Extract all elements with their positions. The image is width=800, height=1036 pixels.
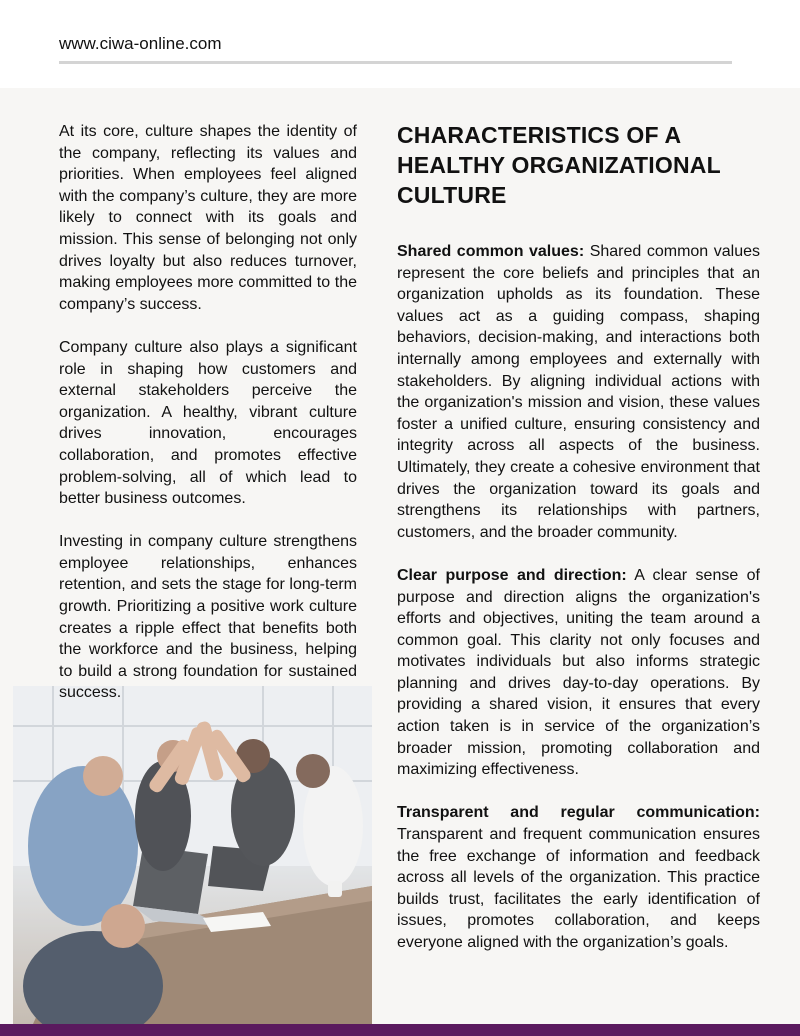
characteristic-title: Shared common values: (397, 243, 585, 260)
section-heading: CHARACTERISTICS OF A HEALTHY ORGANIZATIONAL CULTURE (397, 122, 721, 208)
characteristic-title: Transparent and regular communication: (397, 804, 760, 822)
intro-paragraph-2: Company culture also plays a significant role in shaping how customers and external stakeholders perceive the organization. A healthy, vibrant culture drives innovation, encourages collaboration, and promotes effective problem-solving, all of which lead to better business outcomes. (59, 338, 357, 508)
characteristic-title: Clear purpose and direction: (397, 566, 627, 584)
characteristic-paragraph (397, 241, 760, 543)
team-high-five-photo (13, 686, 372, 1024)
footer-accent-bar (0, 1024, 800, 1036)
characteristic-body: Transparent and frequent communication ensures the free exchange of information and feedback across all levels of the organization. This practice builds trust, facilitates the early identification of issues, promotes collaboration, and keeps everyone aligned with the organization’s goals. (397, 826, 760, 951)
left-column (59, 121, 357, 726)
characteristic-paragraph (397, 802, 760, 953)
header-divider (59, 61, 732, 64)
right-column (397, 120, 760, 975)
site-url: www.ciwa-online.com (59, 34, 222, 53)
characteristic-body: A clear sense of purpose and direction aligns the organization's efforts and objectives, uniting the team around a common goal. This clarity not only focuses and motivates individuals but also informs strategic planning and drives day-to-day operations. By providing a shared vision, it ensures that every action taken is in service of the organization’s broader mission, promoting collaboration and maximizing effectiveness. (397, 566, 760, 779)
intro-paragraph-1: At its core, culture shapes the identity of the company, reflecting its values and priorities. When employees feel aligned with the company’s culture, they are more likely to connect with its goals and mission. This sense of belonging not only drives loyalty but also reduces turnover, making employees more committed to the company’s success. (59, 123, 357, 313)
characteristic-body: Shared common values represent the core beliefs and principles that an organization upholds as its foundation. These values act as a guiding compass, shaping behaviors, decision-making, and interactions both internally among employees and externally with stakeholders. By aligning individual actions with the organization's mission and vision, these values foster a unified culture, ensuring consistency and integrity across all aspects of the business. Ultimately, they create a cohesive environment that drives the organization toward its goals and strengthens its relationships with partners, customers, and the broader community. (397, 243, 760, 541)
characteristic-paragraph (397, 565, 760, 781)
page-header (0, 0, 800, 88)
intro-paragraph-3: Investing in company culture strengthens employee relationships, enhances retention, and sets the stage for long-term growth. Prioritizing a positive work culture creates a ripple effect that benefits both the workforce and the business, helping to build a strong foundation for sustained success. (59, 533, 357, 702)
